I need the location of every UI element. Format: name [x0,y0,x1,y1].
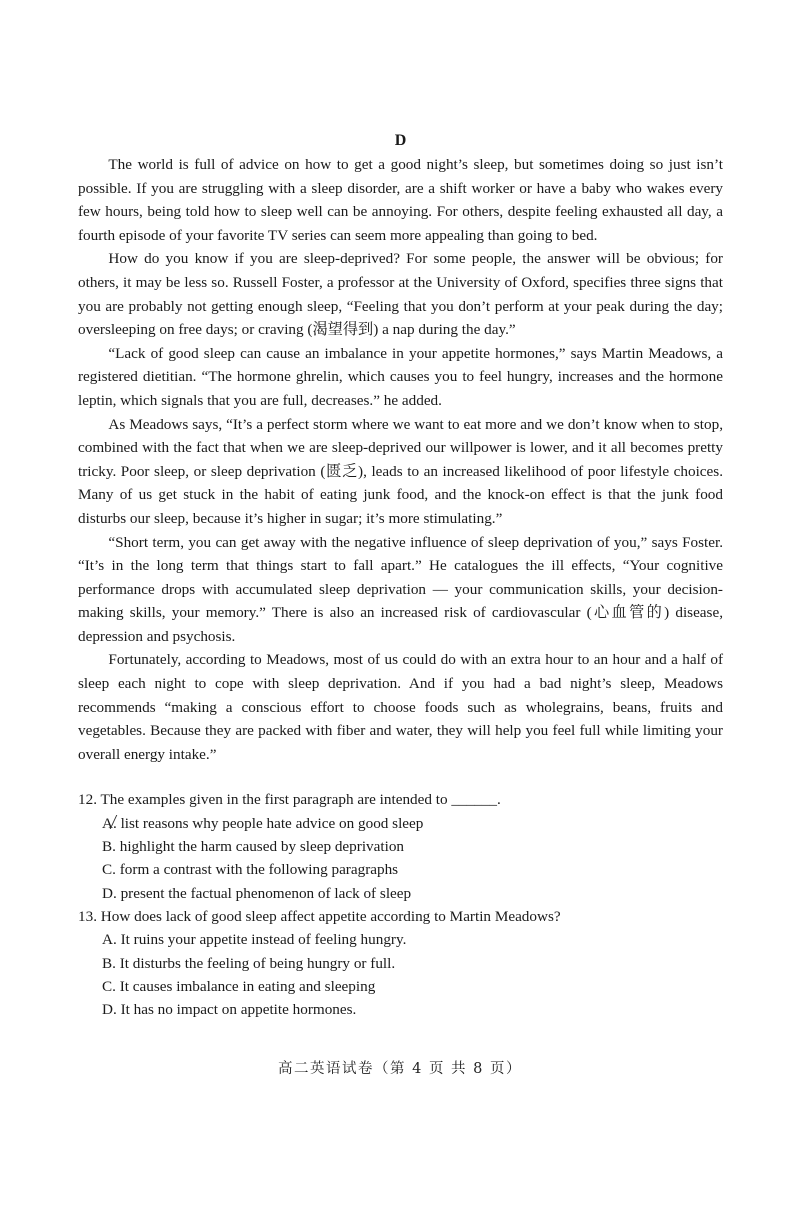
option-letter: C. [102,861,116,879]
option-b[interactable] [102,952,723,975]
option-c[interactable] [102,975,723,998]
answer-options [78,928,723,1021]
passage-paragraph: “Short term, you can get away with the negative influence of sleep deprivation of you,” says Foster. “It’s in the long term that things start to fall apart.” He catalogues the ill effects, “Your cognitive performance drops with accumulated sleep deprivation — your communication skills, your decision-making skills, your memory.” There is also an increased risk of cardiovascular (心血管的) disease, depression and psychosis. [78,533,723,645]
exam-page [78,130,723,1021]
option-letter: B. [102,954,116,972]
option-text: It causes imbalance in eating and sleeping [115,977,376,995]
option-c[interactable] [102,858,723,881]
option-text: form a contrast with the following paragraphs [115,861,399,879]
option-letter: A. [102,931,117,949]
option-a[interactable] [102,928,723,951]
reading-passage [78,153,723,766]
option-text: list reasons why people hate advice on good sleep [116,814,424,832]
pen-check-mark-icon [102,812,117,835]
passage-paragraph: As Meadows says, “It’s a perfect storm where we want to eat more and we don’t know when to stop, combined with the fact that when we are sleep-deprived our willpower is lower, and it all becomes pretty tricky. Poor sleep, or sleep deprivation (匮乏), leads to an increased likelihood of poor lifestyle choices. Many of us get stuck in the habit of eating junk food, and the knock-on effect is that the junk food disturbs our sleep, because it’s higher in sugar; it’s more stimulating.” [78,415,723,527]
option-d[interactable] [102,882,723,905]
passage-paragraph: The world is full of advice on how to get a good night’s sleep, but sometimes doing so just isn’t possible. If you are struggling with a sleep disorder, are a shift worker or have a baby who wakes every few hours, being told how to sleep well can be annoying. For others, despite feeling exhausted all day, a fourth episode of your favorite TV series can seem more appealing than going to bed. [78,156,723,244]
option-b[interactable] [102,835,723,858]
question-list [78,788,723,1021]
question-12 [78,788,723,904]
passage-paragraph: How do you know if you are sleep-deprived? For some people, the answer will be obvious; for others, it may be less so. Russell Foster, a professor at the University of Oxford, specifies three signs that you are probably not getting enough sleep, “Feeling that you don’t perform at your peak during the day; oversleeping on free days; or craving (渴望得到) a nap during the day.” [78,250,723,339]
answer-options [78,812,723,905]
option-text: It disturbs the feeling of being hungry or full. [115,954,396,972]
option-text: present the factual phenomenon of lack of sleep [116,884,412,902]
passage-paragraph: Fortunately, according to Meadows, most of us could do with an extra hour to an hour and a half of sleep each night to cope with sleep deprivation. And if you had a bad night’s sleep, Meadows recommends “making a conscious effort to choose foods such as wholegrains, beans, fruits and vegetables. Because they are packed with fiber and water, they will help you feel full while limiting your overall energy intake.” [78,651,723,763]
option-d[interactable] [102,998,723,1021]
section-heading: D [394,132,407,149]
page-footer: 高二英语试卷（第 4 页 共 8 页） [278,1061,522,1077]
option-letter: A. [102,814,117,832]
option-letter: D. [102,884,117,902]
option-letter: C. [102,977,116,995]
option-text: It has no impact on appetite hormones. [116,1001,357,1019]
question-stem: 12. The examples given in the first paragraph are intended to ______. [78,791,501,809]
option-letter: D. [102,1001,117,1019]
question-13 [78,905,723,1021]
option-a[interactable] [102,812,723,835]
option-text: It ruins your appetite instead of feeling hungry. [116,931,407,949]
question-stem: 13. How does lack of good sleep affect appetite according to Martin Meadows? [78,907,561,925]
option-letter: B. [102,838,116,856]
passage-paragraph: “Lack of good sleep can cause an imbalance in your appetite hormones,” says Martin Meadows, a registered dietitian. “The hormone ghrelin, which causes you to feel hungry, increases and the hormone leptin, which signals that you are full, decreases.” he added. [78,344,723,409]
option-text: highlight the harm caused by sleep deprivation [115,838,405,856]
